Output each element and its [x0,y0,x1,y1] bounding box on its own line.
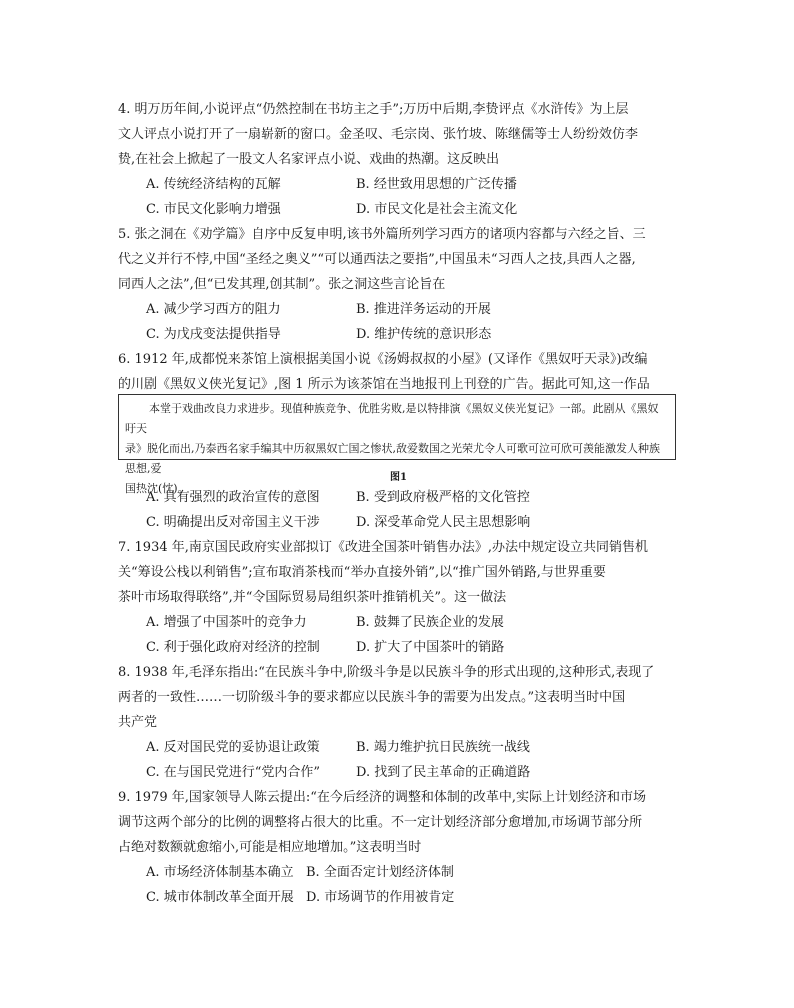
question-8-stem [118,660,678,735]
option-a[interactable]: A. 增强了中国茶叶的竞争力 [146,615,307,630]
option-b[interactable]: B. 竭力维护抗日民族统一战线 [356,740,530,755]
question-6-options [146,485,530,535]
option-b[interactable]: B. 受到政府极严格的文化管控 [356,490,530,505]
option-b[interactable]: B. 推进洋务运动的开展 [356,302,491,317]
option-d[interactable]: D. 深受革命党人民主思想影响 [356,515,531,530]
question-7-stem [118,535,678,610]
option-a[interactable]: A. 减少学习西方的阻力 [146,302,281,317]
option-d[interactable]: D. 维护传统的意识形态 [356,327,492,342]
stem-line: 代之义并行不悖,中国“圣经之奥义”“可以通西法之要指”,中国虽未“习西人之技,具西人之器, [118,252,636,267]
question-7-options [146,610,504,660]
question-4-options [146,172,517,222]
option-c[interactable]: C. 为戊戌变法提供指导 [146,327,281,342]
stem-line: 的川剧《黑奴义侠光复记》,图 1 所示为该茶馆在当地报刊上刊登的广告。据此可知,这一作品 [118,377,650,392]
question-6-stem [118,347,678,397]
quote-line: 国热沈(忱)。 [125,482,189,495]
stem-line: 5. 张之洞在《劝学篇》自序中反复申明,该书外篇所列学习西方的诸项内容都与六经之旨、三 [118,227,646,242]
quote-line: 录》脱化而出,乃泰西名家手编其中历叙黑奴亡国之惨状,敌爱数国之光荣尤令人可歌可泣可欣可羡能激发人种族思想,爱 [125,442,660,475]
stem-line: 8. 1938 年,毛泽东指出:“在民族斗争中,阶级斗争是以民族斗争的形式出现的,这种形式,表现了 [118,665,655,680]
option-c[interactable]: C. 明确提出反对帝国主义干涉 [146,515,320,530]
stem-line: 两者的一致性……一切阶级斗争的要求都应以民族斗争的需要为出发点。”这表明当时中国 [118,690,626,705]
stem-line: 9. 1979 年,国家领导人陈云提出:“在今后经济的调整和体制的改革中,实际上计划经济和市场 [118,790,647,805]
option-a[interactable]: A. 市场经济体制基本确立 [146,865,294,880]
option-d[interactable]: D. 市民文化是社会主流文化 [356,202,518,217]
question-9-options [146,860,454,910]
stem-line: 调节这两个部分的比例的调整将占很大的比重。不一定计划经济部分愈增加,市场调节部分所 [118,815,643,830]
option-a[interactable]: A. 反对国民党的妥协退让政策 [146,740,320,755]
question-8-options [146,735,530,785]
stem-line: 4. 明万历年间,小说评点“仍然控制在书坊主之手”;万历中后期,李贽评点《水浒传》为上层 [118,102,629,117]
option-c[interactable]: C. 在与国民党进行“党内合作” [146,765,321,780]
stem-line: 7. 1934 年,南京国民政府实业部拟订《改进全国茶叶销售办法》,办法中规定设立共同销售机 [118,540,649,555]
stem-line: 茶叶市场取得联络”,并“令国际贸易局组织茶叶推销机关”。这一做法 [118,590,507,605]
question-4-stem [118,97,678,172]
stem-line: 共产党 [118,715,158,730]
option-b[interactable]: B. 经世致用思想的广泛传播 [356,177,517,192]
stem-line: 贽,在社会上掀起了一股文人名家评点小说、戏曲的热潮。这反映出 [118,152,500,167]
option-c[interactable]: C. 城市体制改革全面开展 [146,890,294,905]
option-c[interactable]: C. 市民文化影响力增强 [146,202,281,217]
question-5-options [146,297,491,347]
option-b[interactable]: B. 全面否定计划经济体制 [306,865,454,880]
option-b[interactable]: B. 鼓舞了民族企业的发展 [356,615,504,630]
option-d[interactable]: D. 找到了民主革命的正确道路 [356,765,531,780]
option-a[interactable]: A. 传统经济结构的瓦解 [146,177,281,192]
stem-line: 文人评点小说打开了一扇崭新的窗口。金圣叹、毛宗岗、张竹坡、陈继儒等士人纷纷效仿李 [118,127,639,142]
option-d[interactable]: D. 市场调节的作用被肯定 [306,890,455,905]
question-5-stem [118,222,678,297]
quote-line: 本堂于戏曲改良力求进步。现值种族竞争、优胜劣败,是以特排演《黑奴义侠光复记》一部。此剧从《黑奴吁天 [125,402,659,435]
stem-line: 关“筹设公栈以利销售”;宣布取消茶栈而“举办直接外销”,以“推广国外销路,与世界重要 [118,565,606,580]
figure-caption: 图1 [390,472,407,483]
stem-line: 同西人之法”,但“已发其理,创其制”。张之洞这些言论旨在 [118,277,446,292]
stem-line: 6. 1912 年,成都悦来茶馆上演根据美国小说《汤姆叔叔的小屋》(又译作《黑奴吁天录》)改编 [118,352,648,367]
stem-line: 占绝对数额就愈缩小,可能是相应地增加。”这表明当时 [118,840,422,855]
question-9-stem [118,785,678,860]
option-a[interactable]: A. 具有强烈的政治宣传的意图 [146,490,320,505]
option-c[interactable]: C. 利于强化政府对经济的控制 [146,640,320,655]
option-d[interactable]: D. 扩大了中国茶叶的销路 [356,640,505,655]
